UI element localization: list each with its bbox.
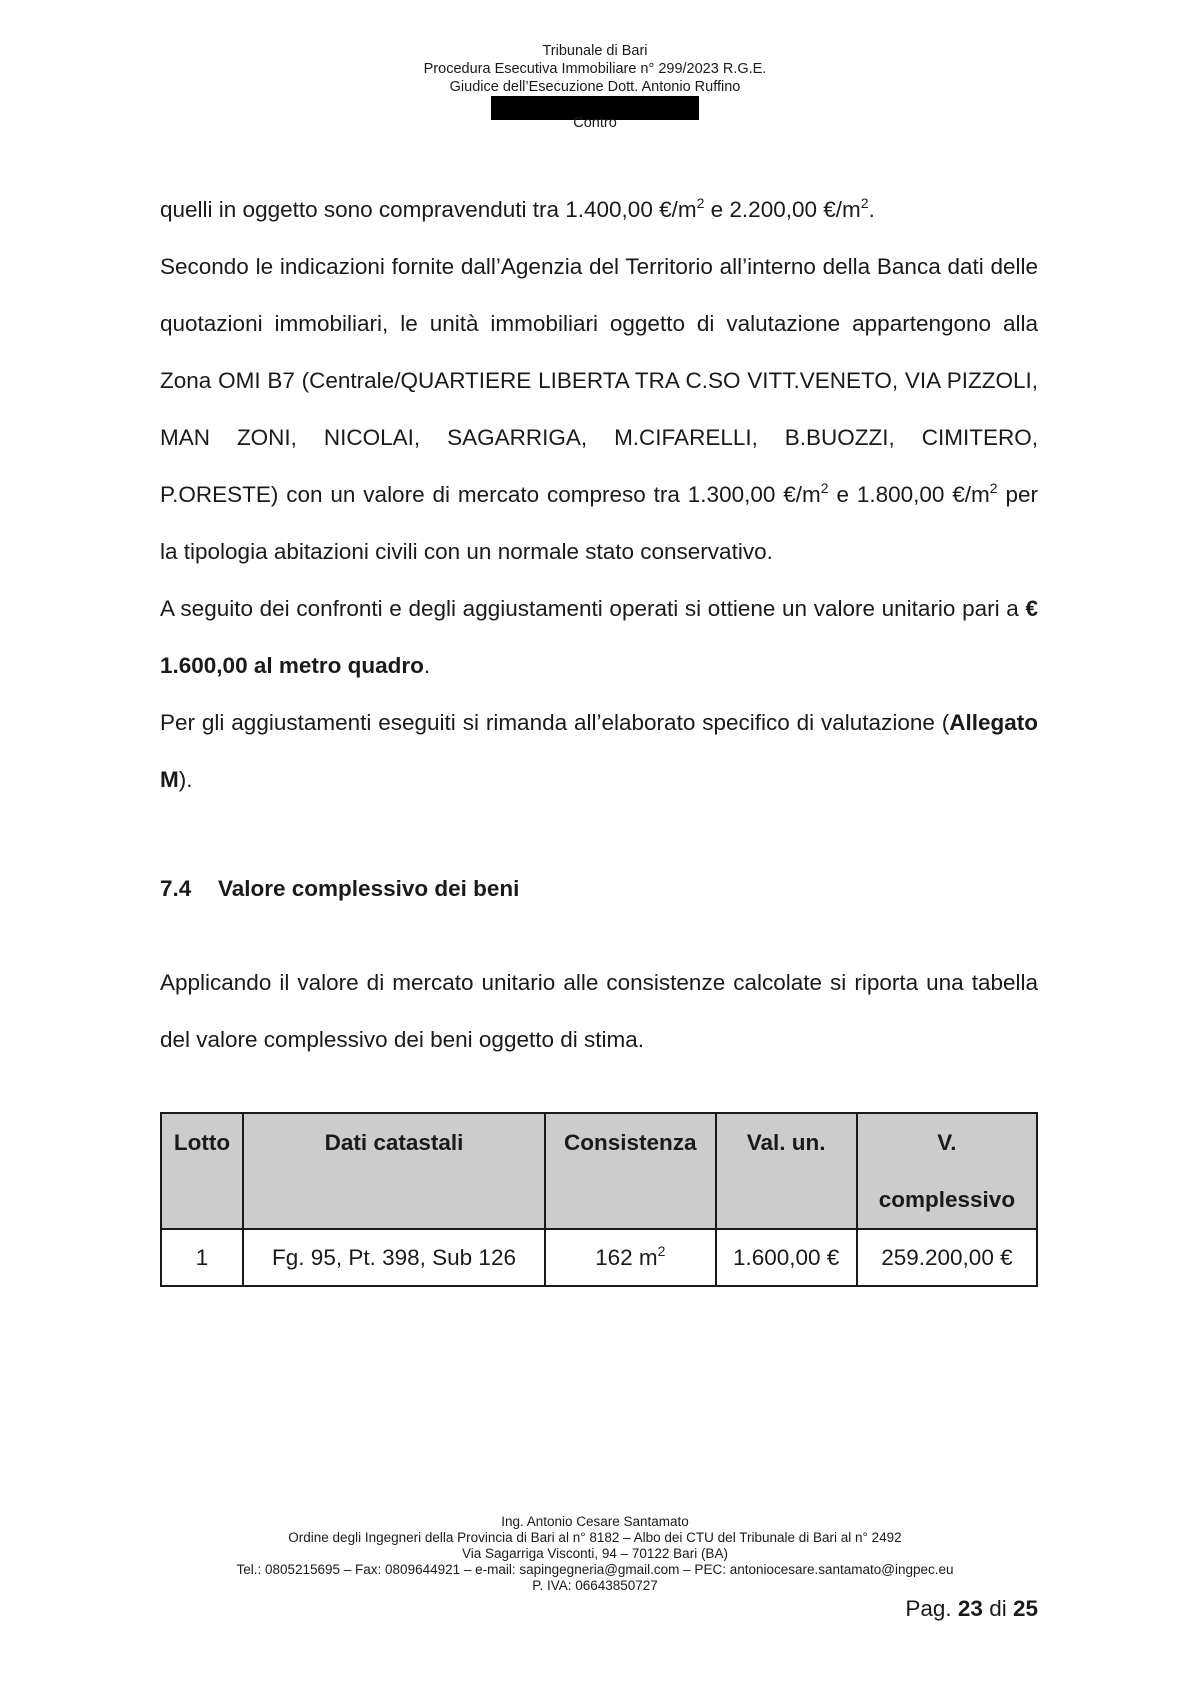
footer-name: Ing. Antonio Cesare Santamato: [501, 1514, 689, 1529]
superscript: 2: [989, 480, 998, 496]
header-v-line2: complessivo: [878, 1187, 1016, 1212]
text-segment: e 2.200,00 €/m: [704, 197, 861, 222]
unit-value-bold: € 1.600,00 al metro quadro: [160, 596, 1038, 678]
cell-lotto: 1: [161, 1229, 243, 1286]
cell-consistenza: [545, 1229, 715, 1286]
contro-label: Contro: [573, 115, 617, 131]
text-segment: ).: [178, 767, 193, 792]
paragraph-unit-value: [160, 580, 1038, 694]
court-name: Tribunale di Bari: [542, 43, 648, 59]
consistenza-value: 162 m: [595, 1244, 658, 1270]
paragraph-omi: [160, 238, 1038, 580]
section-number: 7.4: [160, 876, 192, 901]
superscript: 2: [860, 195, 869, 211]
procedure-number: Procedura Esecutiva Immobiliare n° 299/2023 R.G.E.: [423, 61, 767, 77]
superscript: 2: [820, 480, 829, 496]
page-number: [905, 1596, 1038, 1622]
paragraph-table-intro: Applicando il valore di mercato unitario alle consistenze calcolate si riporta una tabella del valore complessivo dei beni oggetto di stima.: [160, 970, 1038, 1052]
attachment-ref: Allegato M: [160, 710, 1038, 792]
footer-contacts: Tel.: 0805215695 – Fax: 0809644921 – e-mail: sapingegneria@gmail.com – PEC: antoniocesare.santamato@ingpec.eu: [236, 1562, 954, 1577]
page-of: di: [989, 1596, 1007, 1621]
header-lotto: Lotto: [161, 1113, 243, 1229]
header-v-complessivo: [857, 1113, 1037, 1229]
page-total: 25: [1012, 1596, 1038, 1621]
page-header: [0, 42, 1190, 132]
text-segment: e 1.800,00 €/m: [828, 482, 990, 507]
cell-dati-catastali: Fg. 95, Pt. 398, Sub 126: [243, 1229, 545, 1286]
footer-address: Via Sagarriga Visconti, 94 – 70122 Bari (BA): [462, 1546, 728, 1561]
paragraph-prices: [160, 181, 1038, 238]
header-consistenza: Consistenza: [545, 1113, 715, 1229]
header-val-un: Val. un.: [716, 1113, 857, 1229]
text-segment: A seguito dei confronti e degli aggiustamenti operati si ottiene un valore unitario pari a: [160, 596, 1026, 621]
table-header-row: [161, 1113, 1037, 1229]
page-current: 23: [957, 1596, 983, 1621]
valuation-table: [160, 1112, 1038, 1287]
body-text: [160, 181, 1038, 808]
cell-val-un: 1.600,00 €: [716, 1229, 857, 1286]
page-footer: [0, 1514, 1190, 1594]
table-row: [161, 1229, 1037, 1286]
text-segment: quelli in oggetto sono compravenduti tra 1.400,00 €/m: [160, 197, 697, 222]
body-text-2: [160, 954, 1038, 1068]
section-title: Valore complessivo dei beni: [218, 876, 520, 901]
header-v-line1: V.: [937, 1130, 957, 1155]
header-dati-catastali: Dati catastali: [243, 1113, 545, 1229]
paragraph-adjustments: [160, 694, 1038, 808]
cell-v-complessivo: 259.200,00 €: [857, 1229, 1037, 1286]
page-prefix: Pag.: [905, 1596, 952, 1621]
text-segment: .: [423, 653, 431, 678]
footer-order: Ordine degli Ingegneri della Provincia di Bari al n° 8182 – Albo dei CTU del Tribunale di Bari al n° 2492: [288, 1530, 902, 1545]
superscript: 2: [657, 1242, 666, 1259]
text-segment: Secondo le indicazioni fornite dall’Agenzia del Territorio all’interno della Banca dati delle quotazioni immobiliari, le unità immobiliari oggetto di valutazione appartengono alla Zona OMI B7 (Centrale/QUARTIERE LIBERTA TRA C.SO VITT.VENETO, VIA PIZZOLI, MAN ZONI, NICOLAI, SAGARRIGA, M.CIFARELLI, B.BUOZZI, CIMITERO, P.ORESTE) con un valore di mercato compreso tra 1.300,00 €/m: [160, 254, 1038, 507]
text-segment: Per gli aggiustamenti eseguiti si rimanda all’elaborato specifico di valutazione (: [160, 710, 950, 735]
judge-name: Giudice dell’Esecuzione Dott. Antonio Ruffino: [449, 79, 741, 95]
superscript: 2: [696, 195, 705, 211]
footer-vat: P. IVA: 06643850727: [532, 1578, 658, 1593]
section-heading: [160, 876, 519, 902]
text-segment: .: [868, 197, 875, 222]
text-segment: per la tipologia abitazioni civili con un normale stato conservativo.: [160, 482, 1038, 564]
